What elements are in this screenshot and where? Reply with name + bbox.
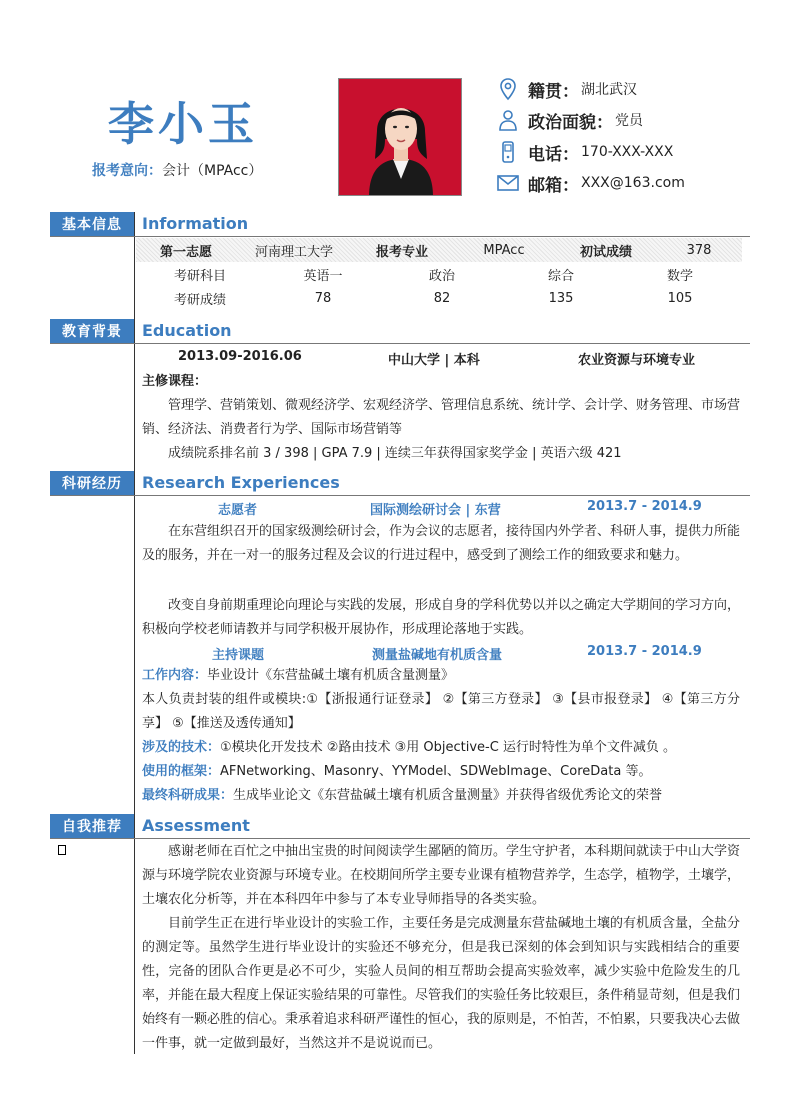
courses-text: 管理学、营销策划、微观经济学、宏观经济学、管理信息系统、统计学、会计学、财务管理、市场营销、经济法、消费者行为学、国际市场营销等 bbox=[142, 398, 741, 437]
placeholder-box-icon bbox=[58, 845, 66, 855]
person-icon bbox=[496, 108, 520, 132]
project-role: 主持课题 bbox=[212, 648, 265, 663]
table-cell: 英语一 bbox=[303, 268, 343, 284]
profile-photo bbox=[338, 78, 462, 196]
phone-label: 电话： bbox=[528, 144, 579, 165]
table-cell: 初试成绩 bbox=[579, 244, 632, 260]
work-label: 工作内容： bbox=[142, 668, 208, 683]
section-tag-assessment: 自我推荐 bbox=[50, 814, 134, 838]
intent-label: 报考意向： bbox=[92, 163, 162, 179]
project-description: 改变自身前期重理论向理论与实践的发展，形成自身的学科优势以并以之确定大学期间的学习方向，积极向学校老师请教并与同学积极开展协作，形成理论落地于实践。 bbox=[142, 598, 741, 637]
section-tag-research: 科研经历 bbox=[50, 471, 134, 495]
section-title-basic: Information bbox=[142, 214, 249, 233]
table-cell: 378 bbox=[686, 242, 712, 258]
tech-line bbox=[142, 736, 742, 760]
section-divider bbox=[50, 838, 750, 839]
section-divider bbox=[50, 236, 750, 237]
table-cell: 数学 bbox=[666, 268, 693, 284]
contact-email bbox=[496, 170, 786, 196]
assessment-paragraph: 目前学生正在进行毕业设计的实验工作，主要任务是完成测量东营盐碱地土壤的有机质含量，全盐分的测定等。虽然学生进行毕业设计的实验还不够充分，但是我已深刻的体会到知识与实践相结合的重要性，完备的团队合作更是必不可少，实验人员间的相互帮助会提高实验效率，减少实验中危险发生的几率，并能在最大程度上保证实验结果的可靠性。尽管我们的实验任务比较艰巨，条件稍显苛刻，但是我们始终有一颗必胜的信心。秉承着追求科研严谨性的恒心，我的原则是，不怕苦，不怕累，只要我决心去做一件事，就一定做到最好，当然这并不是说说而已。 bbox=[142, 916, 741, 1051]
contact-phone bbox=[496, 139, 786, 165]
phone-value: 170-XXX-XXX bbox=[581, 144, 674, 160]
section-divider bbox=[50, 343, 750, 344]
hometown-value: 湖北武汉 bbox=[581, 82, 637, 98]
section-title-education: Education bbox=[142, 321, 232, 340]
basic-info-table bbox=[136, 238, 742, 310]
project-period: 2013.7 - 2014.9 bbox=[587, 499, 702, 514]
left-divider bbox=[134, 212, 135, 1054]
framework-value: AFNetworking、Masonry、YYModel、SDWebImage、CoreData 等。 bbox=[220, 764, 652, 779]
education-school: 中山大学 | 本科 bbox=[388, 353, 480, 368]
table-cell: 105 bbox=[667, 290, 693, 306]
mail-icon bbox=[496, 171, 520, 195]
project-name: 国际测绘研讨会 | 东营 bbox=[370, 503, 501, 518]
tech-label: 涉及的技术： bbox=[142, 740, 221, 755]
political-status-value: 党员 bbox=[615, 113, 643, 129]
section-tag-education: 教育背景 bbox=[50, 319, 134, 343]
table-cell: 政治 bbox=[428, 268, 455, 284]
table-cell: 报考专业 bbox=[375, 244, 428, 260]
project-header bbox=[142, 496, 742, 520]
section-tag-basic: 基本信息 bbox=[50, 212, 134, 236]
hometown-label: 籍贯： bbox=[528, 81, 579, 102]
application-intent bbox=[92, 160, 262, 180]
work-value: 毕业设计《东营盐碱土壤有机质含量测量》 bbox=[207, 668, 455, 683]
framework-label: 使用的框架： bbox=[142, 764, 221, 779]
tech-value: ①模块化开发技术 ②路由技术 ③用 Objective-C 运行时特性为单个文件减负 。 bbox=[220, 740, 677, 755]
project-header bbox=[142, 641, 742, 665]
section-title-research: Research Experiences bbox=[142, 473, 340, 492]
education-period: 2013.09-2016.06 bbox=[178, 349, 302, 364]
table-row bbox=[136, 286, 742, 310]
project-name: 测量盐碱地有机质含量 bbox=[372, 648, 503, 663]
project-description: 在东营组织召开的国家级测绘研讨会，作为会议的志愿者，接待国内外学者、科研人事，提供力所能及的服务，并在一对一的服务过程及会议的行进过程中，感受到了测绘工作的细致要求和魅力。 bbox=[142, 524, 741, 563]
table-cell: 综合 bbox=[547, 268, 574, 284]
political-status-label: 政治面貌： bbox=[528, 112, 613, 133]
table-row bbox=[136, 262, 742, 286]
table-row bbox=[136, 238, 742, 262]
framework-line bbox=[142, 760, 742, 784]
location-icon bbox=[496, 77, 520, 101]
candidate-name: 李小玉 bbox=[108, 97, 258, 151]
section-title-assessment: Assessment bbox=[142, 816, 250, 835]
table-cell: 135 bbox=[548, 290, 574, 306]
courses-label: 主修课程： bbox=[142, 374, 208, 389]
result-line bbox=[142, 784, 742, 808]
table-cell: 82 bbox=[433, 290, 451, 306]
assessment-paragraph: 感谢老师在百忙之中抽出宝贵的时间阅读学生鄙陋的简历。学生守护者，本科期间就读于中山大学资源与环境学院农业资源与环境专业。在校期间所学主要专业课有植物营养学，生态学，植物学，土壤学，土壤农化分析等，并在本科四年中参与了本专业导师指导的各类实验。 bbox=[142, 844, 741, 907]
result-label: 最终科研成果： bbox=[142, 788, 234, 803]
phone-icon bbox=[496, 140, 520, 164]
intent-value: 会计（MPAcc） bbox=[162, 163, 263, 179]
contact-hometown bbox=[496, 76, 786, 102]
table-cell: 考研科目 bbox=[173, 268, 226, 284]
table-cell: 第一志愿 bbox=[159, 244, 212, 260]
email-value: XXX@163.com bbox=[581, 175, 685, 191]
module-text: 本人负责封装的组件或模块:①【浙报通行证登录】 ②【第三方登录】 ③【县市报登录】 ④【第三方分享】 ⑤【推送及透传通知】 bbox=[142, 692, 740, 731]
contact-political-status bbox=[496, 107, 786, 133]
education-summary bbox=[142, 346, 742, 370]
table-cell: MPAcc bbox=[483, 242, 525, 258]
rank-text: 成绩院系排名前 3 / 398 | GPA 7.9 | 连续三年获得国家奖学金 | 英语六级 421 bbox=[168, 446, 622, 461]
result-value: 生成毕业论文《东营盐碱土壤有机质含量测量》并获得省级优秀论文的荣誉 bbox=[233, 788, 663, 803]
table-cell: 河南理工大学 bbox=[254, 244, 333, 260]
work-content bbox=[142, 664, 742, 688]
project-role: 志愿者 bbox=[218, 503, 258, 518]
table-cell: 78 bbox=[314, 290, 332, 306]
portrait-illustration bbox=[339, 79, 462, 196]
education-major: 农业资源与环境专业 bbox=[578, 353, 696, 368]
email-label: 邮箱： bbox=[528, 175, 579, 196]
table-cell: 考研成绩 bbox=[173, 292, 226, 308]
project-period: 2013.7 - 2014.9 bbox=[587, 644, 702, 659]
